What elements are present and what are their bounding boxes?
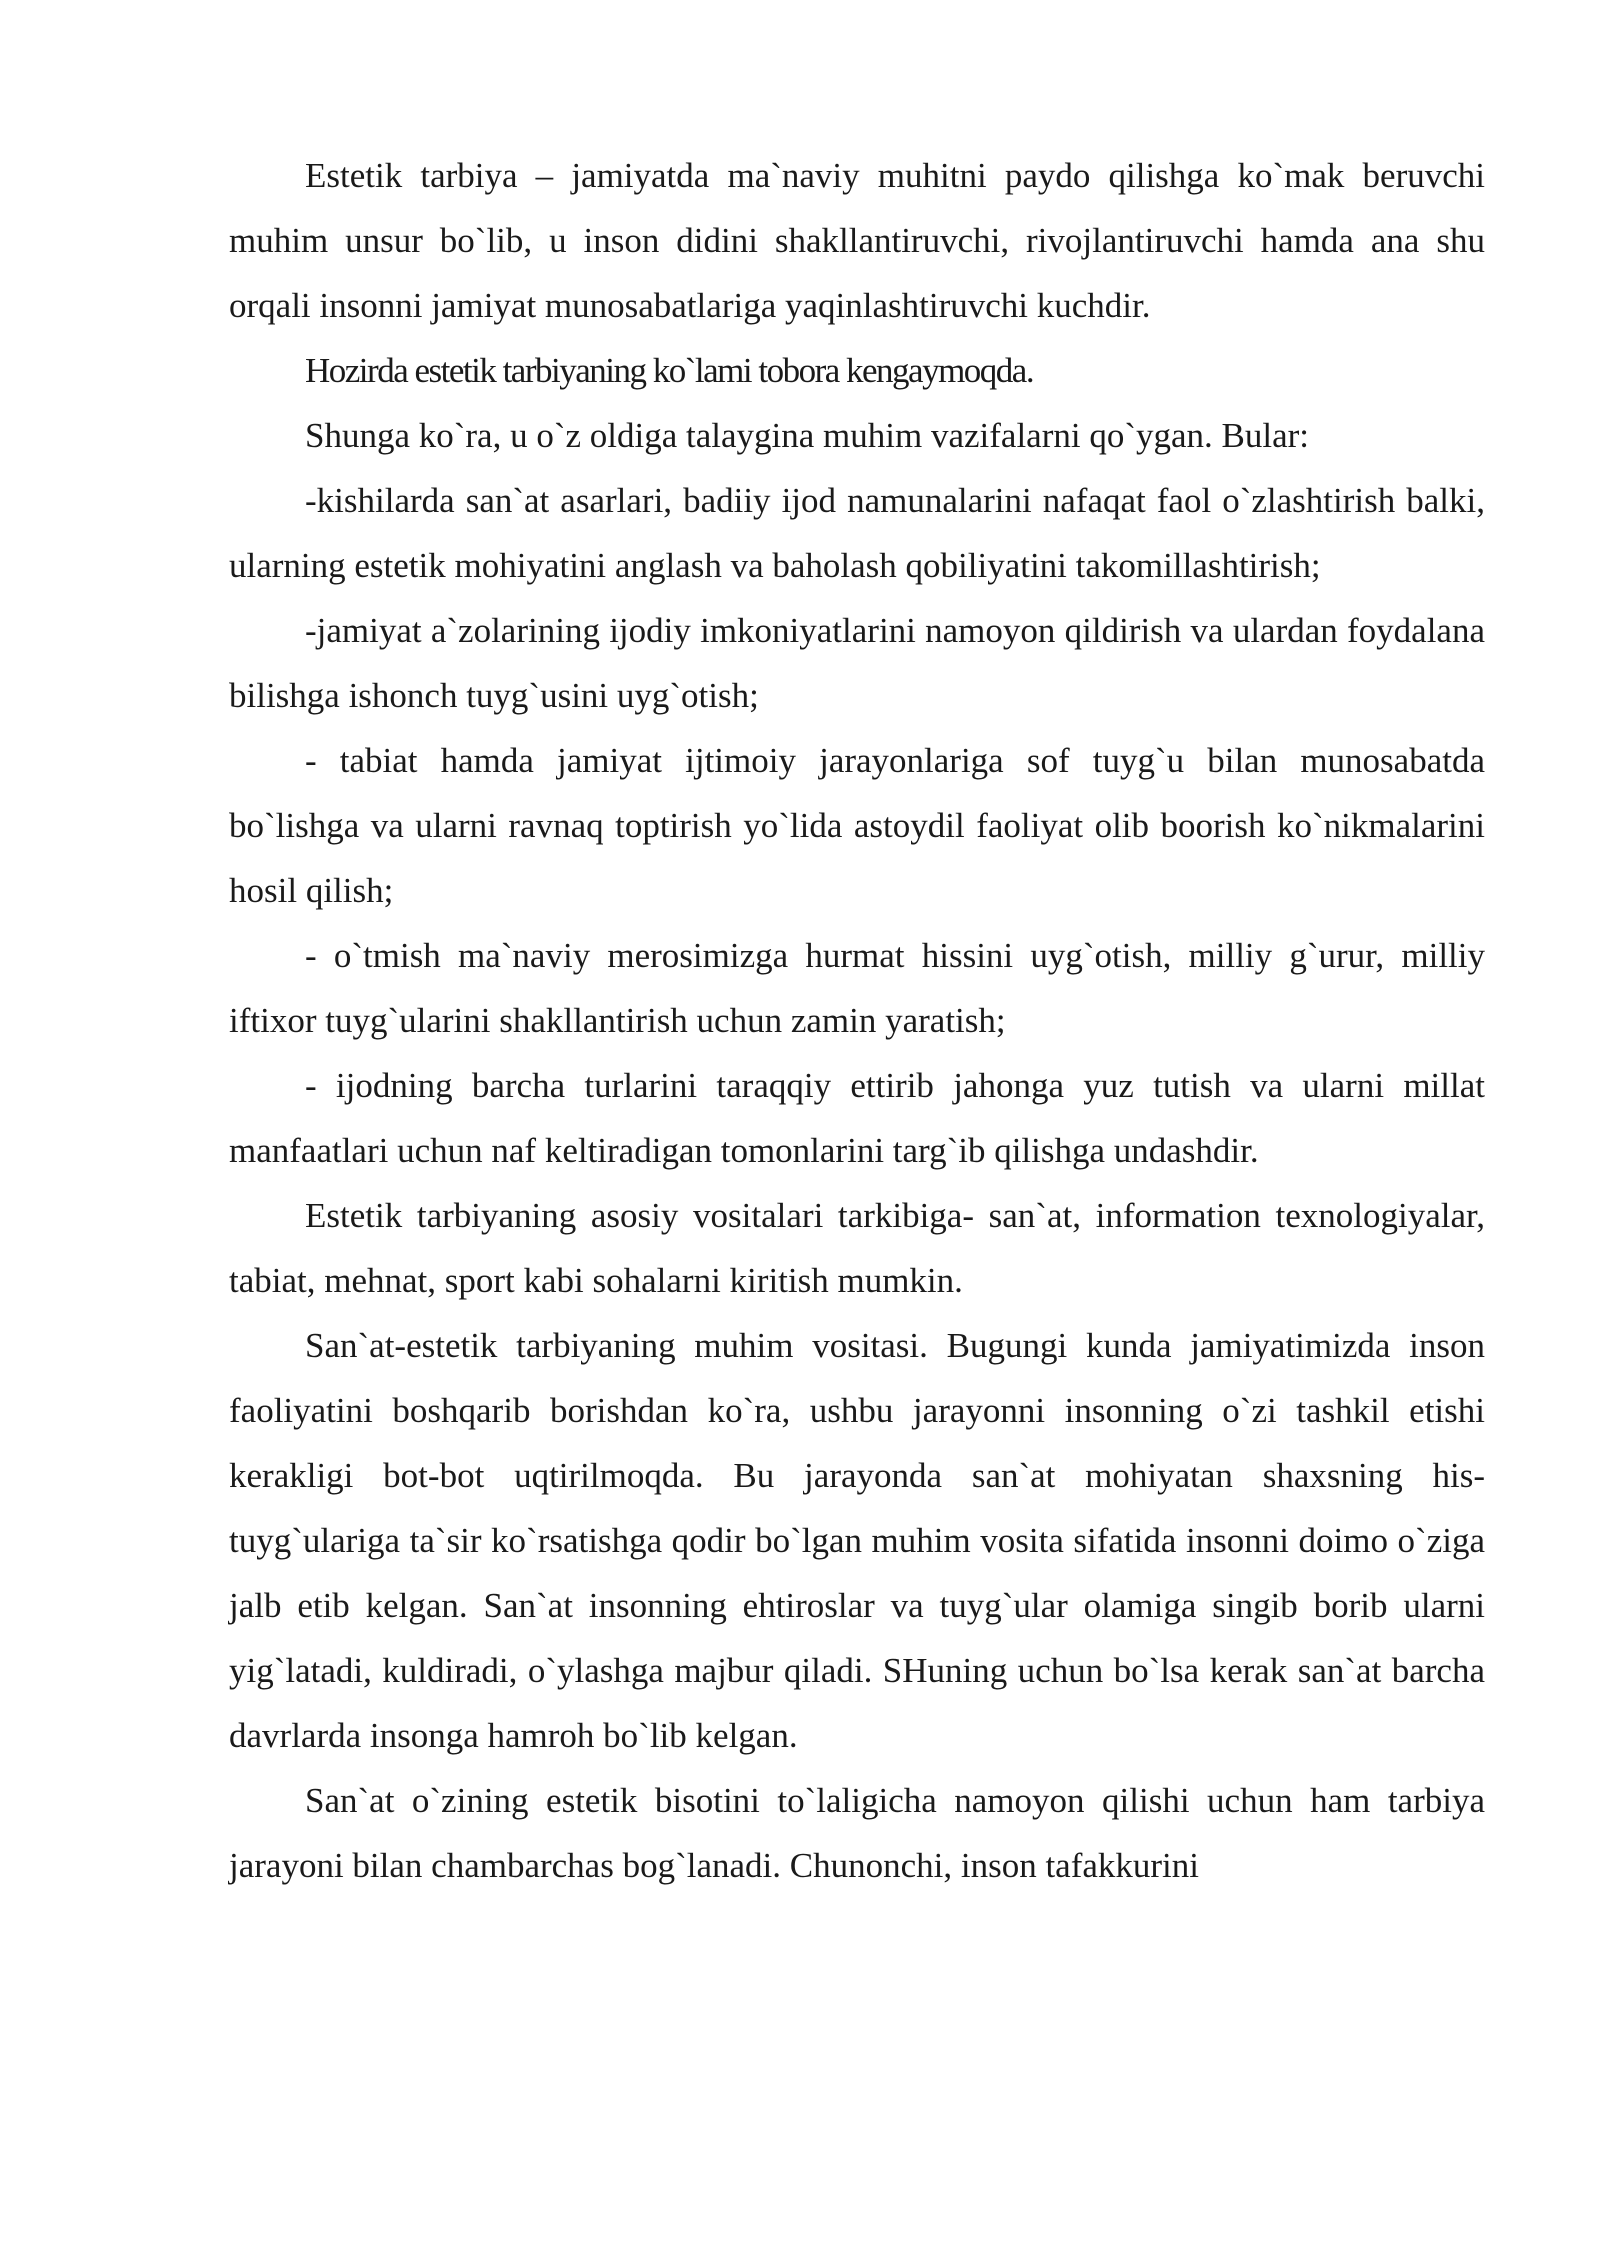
document-body	[229, 143, 1485, 1898]
list-item-ijod-turlari: - ijodning barcha turlarini taraqqiy ettirib jahonga yuz tutish va ularni millat manfaatlari uchun naf keltiradigan tomonlarini targ`ib qilishga undashdir.	[229, 1066, 1485, 1170]
list-item-ma-naviy-meros: - o`tmish ma`naviy merosimizga hurmat hissini uyg`otish, milliy g`urur, milliy iftixor tuyg`ularini shakllantirish uchun zamin yaratish;	[229, 936, 1485, 1040]
list-item-tabiat-jamiyat: - tabiat hamda jamiyat ijtimoiy jarayonlariga sof tuyg`u bilan munosabatda bo`lishga va ularni ravnaq toptirish yo`lida astoydil faoliyat olib boorish ko`nikmalarini hosil qilish;	[229, 741, 1485, 910]
paragraph-asosiy-vositalar: Estetik tarbiyaning asosiy vositalari tarkibiga- san`at, information texnologiyalar, tabiat, mehnat, sport kabi sohalarni kiritish mumkin.	[229, 1196, 1485, 1300]
paragraph-estetik-bisot: San`at o`zining estetik bisotini to`laligicha namoyon qilishi uchun ham tarbiya jarayoni bilan chambarchas bog`lanadi. Chunonchi, inson tafakkurini	[229, 1781, 1485, 1885]
paragraph-vazifalar-intro: Shunga ko`ra, u o`z oldiga talaygina muhim vazifalarni qo`ygan. Bular:	[305, 416, 1310, 455]
paragraph-estetik-tarbiya-definition: Estetik tarbiya – jamiyatda ma`naviy muhitni paydo qilishga ko`mak beruvchi muhim unsur bo`lib, u inson didini shakllantiruvchi, rivojlantiruvchi hamda ana shu orqali insonni jamiyat munosabatlariga yaqinlashtiruvchi kuchdir.	[229, 156, 1485, 325]
list-item-ijodiy-imkoniyatlar: -jamiyat a`zolarining ijodiy imkoniyatlarini namoyon qildirish va ulardan foydalana bilishga ishonch tuyg`usini uyg`otish;	[229, 611, 1485, 715]
paragraph-san-at-vositasi: San`at-estetik tarbiyaning muhim vositasi. Bugungi kunda jamiyatimizda inson faoliyatini boshqarib borishdan ko`ra, ushbu jarayonni insonning o`zi tashkil etishi kerakligi bot-bot uqtirilmoqda. Bu jarayonda san`at mohiyatan shaxsning his-tuyg`ulariga ta`sir ko`rsatishga qodir bo`lgan muhim vosita sifatida insonni doimo o`ziga jalb etib kelgan. San`at insonning ehtiroslar va tuyg`ular olamiga singib borib ularni yig`latadi, kuldiradi, o`ylashga majbur qiladi. SHuning uchun bo`lsa kerak san`at barcha davrlarda insonga hamroh bo`lib kelgan.	[229, 1326, 1485, 1755]
list-item-san-at-asarlari: -kishilarda san`at asarlari, badiiy ijod namunalarini nafaqat faol o`zlashtirish balki, ularning estetik mohiyatini anglash va baholash qobiliyatini takomillashtirish;	[229, 481, 1485, 585]
paragraph-hozirda: Hozirda estetik tarbiyaning ko`lami tobora kengaymoqda.	[305, 351, 1034, 390]
